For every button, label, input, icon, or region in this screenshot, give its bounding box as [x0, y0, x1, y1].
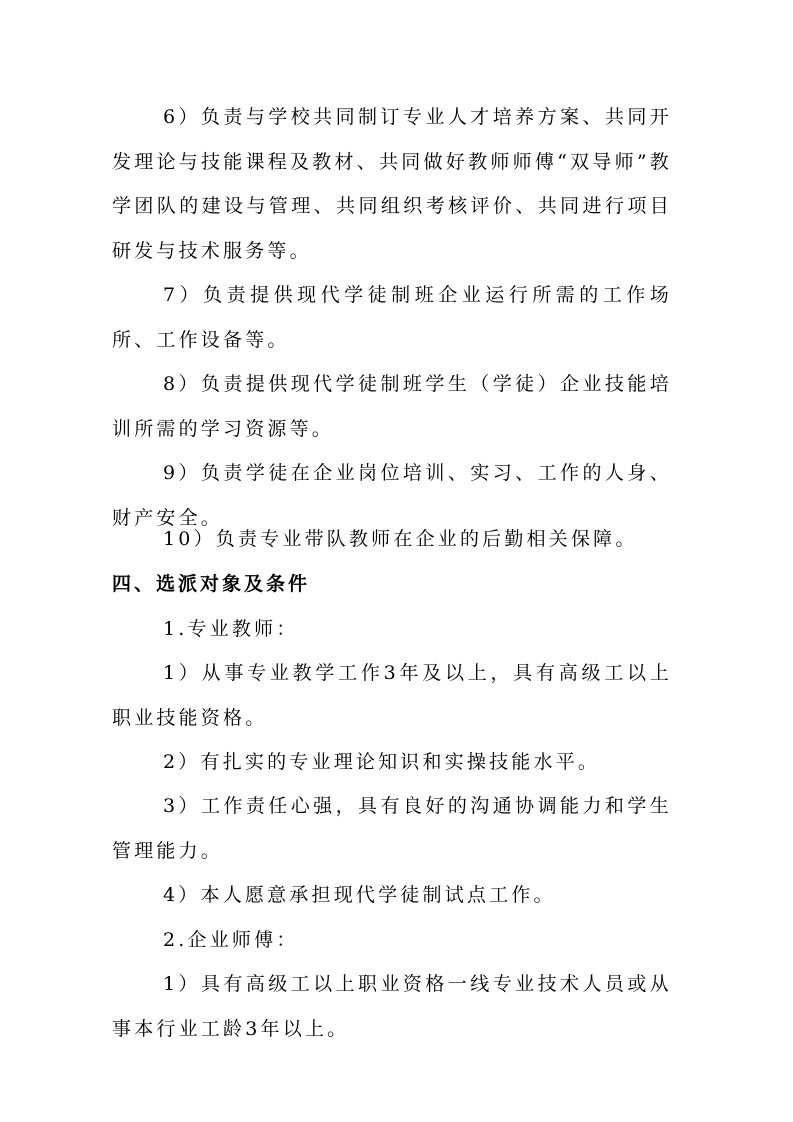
- subsection-title-mentors: 2.企业师傅：: [163, 929, 299, 951]
- section-heading: 四、选派对象及条件: [112, 573, 311, 595]
- teacher-requirement-3: 3）工作责任心强，具有良好的沟通协调能力和学生管理能力。: [112, 795, 672, 862]
- teacher-requirement-4: 4）本人愿意承担现代学徒制试点工作。: [163, 884, 556, 906]
- mentor-requirement-1: 1）具有高级工以上职业资格一线专业技术人员或从事本行业工龄3年以上。: [112, 973, 672, 1040]
- paragraph-responsibility-6: 6）负责与学校共同制订专业人才培养方案、共同开发理论与技能课程及教材、共同做好教师师傅“双导师”教学团队的建设与管理、共同组织考核评价、共同进行项目研发与技术服务等。: [112, 106, 672, 262]
- paragraph-responsibility-9: 9）负责学徒在企业岗位培训、实习、工作的人身、财产安全。: [112, 462, 672, 529]
- paragraph-responsibility-10: 10）负责专业带队教师在企业的后勤相关保障。: [163, 528, 638, 550]
- teacher-requirement-1: 1）从事专业教学工作3年及以上，具有高级工以上职业技能资格。: [112, 662, 672, 729]
- paragraph-responsibility-7: 7）负责提供现代学徒制班企业运行所需的工作场所、工作设备等。: [112, 284, 672, 351]
- subsection-title-teachers: 1.专业教师：: [163, 618, 299, 640]
- paragraph-responsibility-8: 8）负责提供现代学徒制班学生（学徒）企业技能培训所需的学习资源等。: [112, 373, 672, 440]
- teacher-requirement-2: 2）有扎实的专业理论知识和实操技能水平。: [163, 751, 601, 773]
